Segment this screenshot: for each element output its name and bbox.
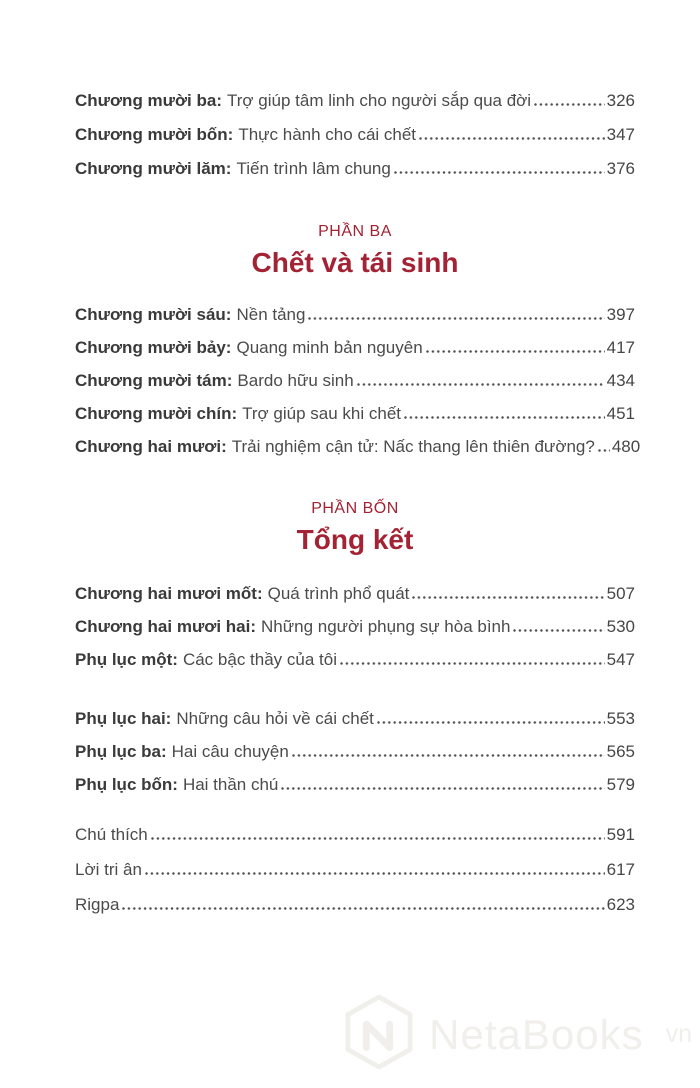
dot-leader (419, 137, 605, 140)
netabooks-watermark (343, 993, 692, 1076)
dot-leader (377, 721, 605, 724)
entry-page-number: 376 (606, 159, 635, 178)
toc-entry (75, 735, 635, 768)
dot-leader (281, 787, 604, 790)
entry-page-number: 507 (606, 584, 635, 603)
toc-entry (75, 768, 635, 801)
entry-label: Chương mười sáu: (75, 305, 232, 324)
entry-title: Trợ giúp sau khi chết (242, 404, 401, 423)
entry-page-number: 347 (606, 125, 635, 144)
entry-title: Hai câu chuyện (171, 742, 289, 761)
dot-leader (426, 350, 605, 353)
dot-leader (598, 449, 610, 452)
entry-title: Những người phụng sự hòa bình (261, 617, 511, 636)
entry-label: Phụ lục hai: (75, 709, 172, 728)
toc-entry (75, 331, 635, 364)
dot-leader (534, 103, 605, 106)
entry-title: Các bậc thầy của tôi (182, 650, 337, 669)
dot-leader (145, 872, 605, 875)
entry-page-number: 591 (606, 825, 635, 844)
entry-title: Những câu hỏi về cái chết (176, 709, 374, 728)
entry-label: Phụ lục một: (75, 650, 178, 669)
toc-group-part-two-tail (75, 84, 635, 186)
entry-page-number: 326 (606, 91, 635, 110)
entry-page-number: 565 (606, 742, 635, 761)
entry-title: Bardo hữu sinh (237, 371, 354, 390)
entry-title: Thực hành cho cái chết (238, 125, 417, 144)
entry-label: Chương hai mươi: (75, 437, 227, 456)
entry-page-number: 579 (606, 775, 635, 794)
entry-page-number: 617 (606, 860, 635, 879)
toc-entry (75, 298, 635, 331)
toc-group-appendices (75, 702, 635, 801)
entry-label: Chương mười lăm: (75, 159, 232, 178)
toc-entry (75, 397, 635, 430)
entry-title: Nền tảng (236, 305, 306, 324)
toc-entry (75, 364, 635, 397)
entry-page-number: 451 (606, 404, 635, 423)
part-four-header (75, 499, 635, 557)
dot-leader (151, 837, 605, 840)
entry-title: Trải nghiệm cận tử: Nấc thang lên thiên đường? (231, 437, 595, 456)
dot-leader (308, 317, 604, 320)
toc-entry (75, 817, 635, 852)
part-label: PHẦN BỐN (311, 500, 399, 517)
entry-title: Quang minh bản nguyên (236, 338, 423, 357)
entry-label: Chương mười bốn: (75, 125, 234, 144)
entry-title: Trợ giúp tâm linh cho người sắp qua đời (227, 91, 532, 110)
dot-leader (412, 596, 604, 599)
entry-page-number: 530 (606, 617, 635, 636)
toc-entry (75, 610, 635, 643)
toc-group-part-three (75, 298, 641, 463)
toc-group-part-four (75, 577, 635, 676)
toc-entry (75, 84, 635, 118)
toc-entry (75, 852, 635, 887)
dot-leader (404, 416, 605, 419)
toc-group-back-matter (75, 817, 635, 922)
entry-label: Phụ lục bốn: (75, 775, 178, 794)
entry-label: Chương hai mươi hai: (75, 617, 257, 636)
entry-title: Rigpa (75, 895, 120, 914)
entry-title: Lời tri ân (75, 860, 142, 879)
watermark-brand-text: NetaBooks (429, 1010, 644, 1058)
toc-entry (75, 577, 635, 610)
entry-page-number: 417 (606, 338, 635, 357)
part-title: Tổng kết (296, 524, 414, 555)
entry-title: Hai thần chú (182, 775, 279, 794)
toc-entry (75, 152, 635, 186)
part-label: PHẦN BA (318, 223, 392, 240)
part-three-header (75, 222, 635, 280)
entry-title: Quá trình phổ quát (267, 584, 410, 603)
entry-page-number: 397 (606, 305, 635, 324)
part-title: Chết và tái sinh (251, 247, 459, 278)
entry-title: Tiến trình lâm chung (236, 159, 391, 178)
entry-label: Chương mười tám: (75, 371, 233, 390)
dot-leader (340, 662, 605, 665)
toc-entry (75, 643, 635, 676)
dot-leader (122, 907, 604, 910)
entry-label: Chương mười ba: (75, 91, 223, 110)
entry-label: Chương mười bảy: (75, 338, 232, 357)
entry-page-number: 553 (606, 709, 635, 728)
dot-leader (513, 629, 604, 632)
dot-leader (394, 171, 605, 174)
entry-label: Chương hai mươi mốt: (75, 584, 263, 603)
toc-entry (75, 118, 635, 152)
entry-title: Chú thích (75, 825, 148, 844)
entry-label: Phụ lục ba: (75, 742, 167, 761)
dot-leader (357, 383, 605, 386)
dot-leader (292, 754, 605, 757)
entry-page-number: 480 (611, 437, 641, 456)
toc-entry (75, 887, 635, 922)
entry-label: Chương mười chín: (75, 404, 238, 423)
hexagon-n-icon (343, 993, 415, 1076)
watermark-suffix-text: vn (665, 1020, 692, 1048)
toc-entry (75, 702, 635, 735)
toc-entry (75, 430, 641, 463)
entry-page-number: 623 (606, 895, 635, 914)
entry-page-number: 434 (606, 371, 635, 390)
entry-page-number: 547 (606, 650, 635, 669)
